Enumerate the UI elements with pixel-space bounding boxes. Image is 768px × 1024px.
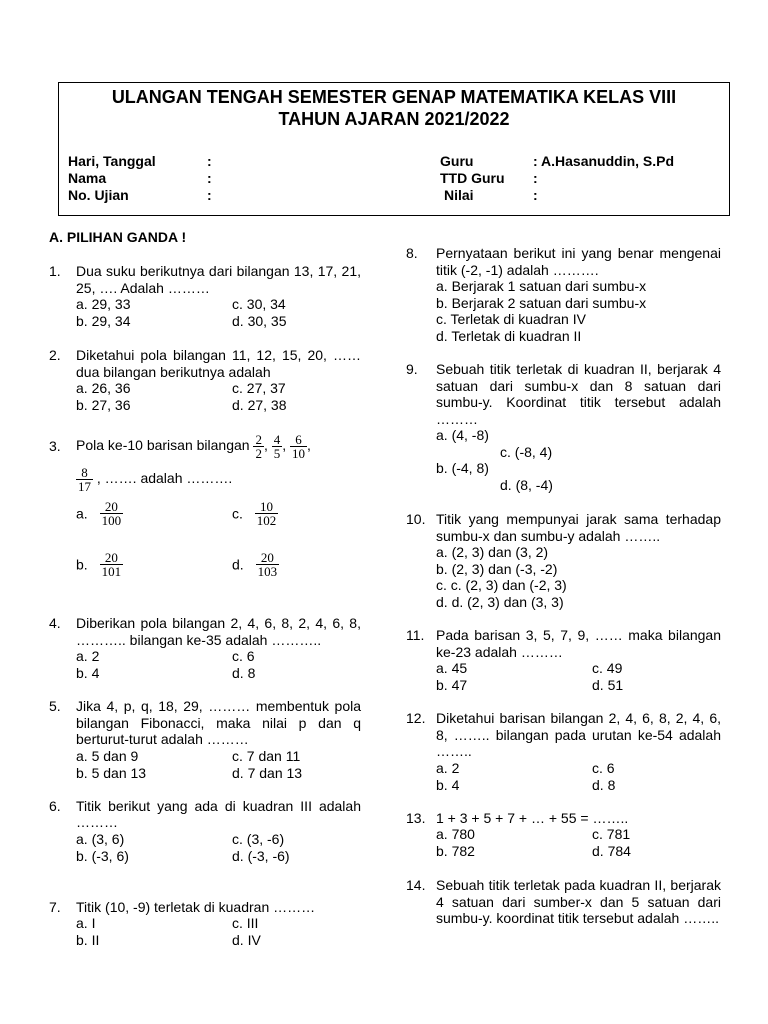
question-text: Jika 4, p, q, 18, 29, ……… membentuk pola bilangan Fibonacci, maka nilai p dan q berturut-turut adalah ……… (76, 698, 361, 747)
option-a: a. 26, 36 (76, 380, 131, 396)
question-text: Diberikan pola bilangan 2, 4, 6, 8, 2, 4, 6, 8, ……….. bilangan ke-35 adalah ……….. (76, 615, 361, 648)
option-d: d. 27, 38 (232, 397, 287, 413)
question-text: Diketahui pola bilangan 11, 12, 15, 20, …… dua bilangan berikutnya adalah (76, 347, 361, 380)
fraction-term-3: $\frac{6}{10}$ (292, 431, 306, 461)
label-name: Nama (68, 170, 107, 186)
option-b: b. (-3, 6) (76, 847, 129, 864)
right-column (406, 245, 721, 927)
option-c: c. 7 dan 11 (232, 747, 301, 764)
question-text: Titik berikut yang ada di kuadran III adalah ……… (76, 797, 361, 830)
fraction-term-4: $\frac{8}{17}$ (78, 464, 91, 494)
question-text: Diketahui barisan bilangan 2, 4, 6, 8, 2, 4, 6, 8, …….. bilangan pada urutan ke-54 adalah …….. (436, 710, 721, 759)
option-c: c. III (232, 915, 259, 931)
option-d: d. $\frac{20}{103}$ (232, 550, 278, 579)
question-number: 3. (49, 438, 61, 454)
option-a: a. (4, -8) (436, 427, 489, 443)
option-d: d. d. (2, 3) dan (3, 3) (436, 593, 564, 610)
option-a: a. 2 (76, 648, 100, 664)
option-d: d. (-3, -6) (232, 847, 290, 864)
question-text: 1 + 3 + 5 + 7 + … + 55 = …….. (436, 809, 629, 826)
question-text: Pada barisan 3, 5, 7, 9, …… maka bilangan ke-23 adalah ……… (436, 627, 721, 660)
question-text: Titik yang mempunyai jarak sama terhadap sumbu-x dan sumbu-y adalah …….. (436, 511, 721, 544)
option-a: a. (2, 3) dan (3, 2) (436, 544, 549, 560)
option-d: d. 7 dan 13 (232, 764, 303, 781)
option-d: d. IV (232, 932, 261, 948)
option-b: b. Berjarak 2 satuan dari sumbu-x (436, 294, 647, 311)
question-number: 11. (406, 627, 425, 643)
option-c: c. 781 (592, 826, 631, 842)
fraction-answer-c: $\frac{10}{102}$ (256, 499, 277, 528)
option-b: b. 4 (76, 665, 100, 681)
label-teacher-signature: TTD Guru (440, 170, 505, 186)
option-a: a. I (76, 915, 96, 931)
option-c: c. 30, 34 (232, 296, 286, 312)
question-3 (49, 430, 361, 620)
fraction-term-1: $\frac{2}{2}$ (255, 431, 262, 461)
question-14 (406, 877, 721, 927)
section-title: A. PILIHAN GANDA ! (49, 229, 187, 245)
question-text: Titik (10, -9) terletak di kuadran ……… (76, 898, 316, 915)
question-number: 4. (49, 615, 61, 631)
option-b: b. (-4, 8) (436, 460, 489, 476)
option-b: b. 782 (436, 843, 475, 859)
sep-date: : (207, 153, 212, 169)
option-c: c. 6 (232, 648, 255, 664)
fraction-answer-a: $\frac{20}{100}$ (101, 499, 122, 528)
question-10 (406, 511, 721, 610)
question-text: Dua suku berikutnya dari bilangan 13, 17, 21, 25, …. Adalah ……… (76, 263, 361, 296)
question-number: 13. (406, 809, 426, 826)
option-d: d. 30, 35 (232, 313, 287, 329)
option-b: b. $\frac{20}{101}$ (76, 550, 122, 579)
option-b: b. 29, 34 (76, 313, 131, 329)
sep-exam-no: : (207, 187, 212, 203)
option-c: c. $\frac{10}{102}$ (232, 499, 277, 528)
score-value: : (533, 187, 538, 203)
option-c: c. (-8, 4) (500, 443, 553, 460)
question-6 (49, 798, 361, 865)
question-number: 1. (49, 263, 61, 279)
question-12 (406, 710, 721, 794)
fraction-answer-d: $\frac{20}{103}$ (257, 550, 278, 579)
option-a: a. Berjarak 1 satuan dari sumbu-x (436, 278, 647, 294)
option-d: d. Terletak di kuadran II (436, 327, 582, 344)
label-teacher: Guru (440, 153, 474, 169)
option-c: c. 6 (592, 759, 615, 776)
option-c: c. 49 (592, 660, 623, 676)
question-number: 8. (406, 245, 418, 261)
question-text: Sebuah titik terletak di kuadran II, berjarak 4 satuan dari sumbu-x dan 8 satuan dari sumbu-y. Koordinat titik tersebut adalah ……… (436, 361, 721, 427)
question-text-tail: , ……. adalah ………. (96, 470, 233, 486)
question-text: Pola ke-10 barisan bilangan $\frac{2}{2}$ , $\frac{4}{5}$ , $\frac{6}{10}$ , (76, 431, 311, 461)
teacher-value: : A.Hasanuddin, S.Pd (533, 153, 675, 169)
question-number: 10. (406, 511, 426, 527)
exam-year: TAHUN AJARAN 2021/2022 (278, 109, 510, 129)
question-11 (406, 627, 721, 694)
option-d: d. 51 (592, 677, 624, 693)
question-8 (406, 245, 721, 344)
question-number: 6. (49, 797, 61, 814)
question-text: Sebuah titik terletak pada kuadran II, berjarak 4 satuan dari sumber-x dan 5 satuan dari sumbu-y. koordinat titik tersebut adalah …….. (436, 877, 721, 926)
question-number: 5. (49, 698, 61, 714)
option-a: a. 29, 33 (76, 296, 131, 312)
question-number: 2. (49, 347, 61, 363)
option-d: d. 8 (232, 665, 256, 681)
teacher-signature-value: : (533, 170, 538, 186)
option-d: d. 8 (592, 776, 616, 793)
option-b: b. 27, 36 (76, 397, 131, 413)
question-9 (406, 361, 721, 493)
option-a: a. (3, 6) (76, 830, 125, 847)
option-a: a. $\frac{20}{100}$ (76, 499, 122, 528)
option-a: a. 780 (436, 826, 475, 842)
fraction-answer-b: $\frac{20}{101}$ (101, 550, 122, 579)
option-a: a. 45 (436, 660, 468, 676)
question-text-cont (76, 462, 361, 494)
option-d: d. (8, -4) (500, 476, 553, 493)
exam-title: ULANGAN TENGAH SEMESTER GENAP MATEMATIKA KELAS VIII (111, 87, 677, 107)
option-b: b. 4 (436, 776, 460, 793)
fraction-term-2: $\frac{4}{5}$ (273, 431, 281, 461)
option-a: a. 5 dan 9 (76, 747, 139, 764)
question-7 (49, 899, 361, 950)
option-b: b. (2, 3) dan (-3, -2) (436, 560, 558, 577)
question-2 (49, 347, 361, 414)
option-a: a. 2 (436, 759, 460, 776)
header-box (58, 82, 730, 216)
option-d: d. 784 (592, 843, 631, 859)
left-column (49, 263, 361, 949)
option-b: b. II (76, 932, 100, 948)
question-text: Pernyataan berikut ini yang benar mengenai titik (-2, -1) adalah ………. (436, 245, 721, 278)
question-13 (406, 810, 721, 861)
option-c: c. c. (2, 3) dan (-2, 3) (436, 577, 567, 593)
label-score: Nilai (444, 187, 474, 203)
question-1 (49, 263, 361, 330)
question-number: 7. (49, 898, 61, 915)
question-4 (49, 615, 361, 682)
label-date: Hari, Tanggal (68, 153, 156, 169)
question-number: 14. (406, 877, 426, 893)
option-c: c. Terletak di kuadran IV (436, 311, 586, 327)
option-b: b. 5 dan 13 (76, 764, 147, 781)
question-text-lead: Pola ke-10 barisan bilangan (76, 437, 250, 453)
option-c: c. (3, -6) (232, 830, 285, 847)
option-b: b. 47 (436, 677, 468, 693)
question-number: 9. (406, 361, 418, 377)
question-5 (49, 698, 361, 782)
sep-name: : (207, 170, 212, 186)
option-c: c. 27, 37 (232, 380, 286, 396)
question-number: 12. (406, 710, 426, 726)
label-exam-no: No. Ujian (68, 187, 129, 203)
